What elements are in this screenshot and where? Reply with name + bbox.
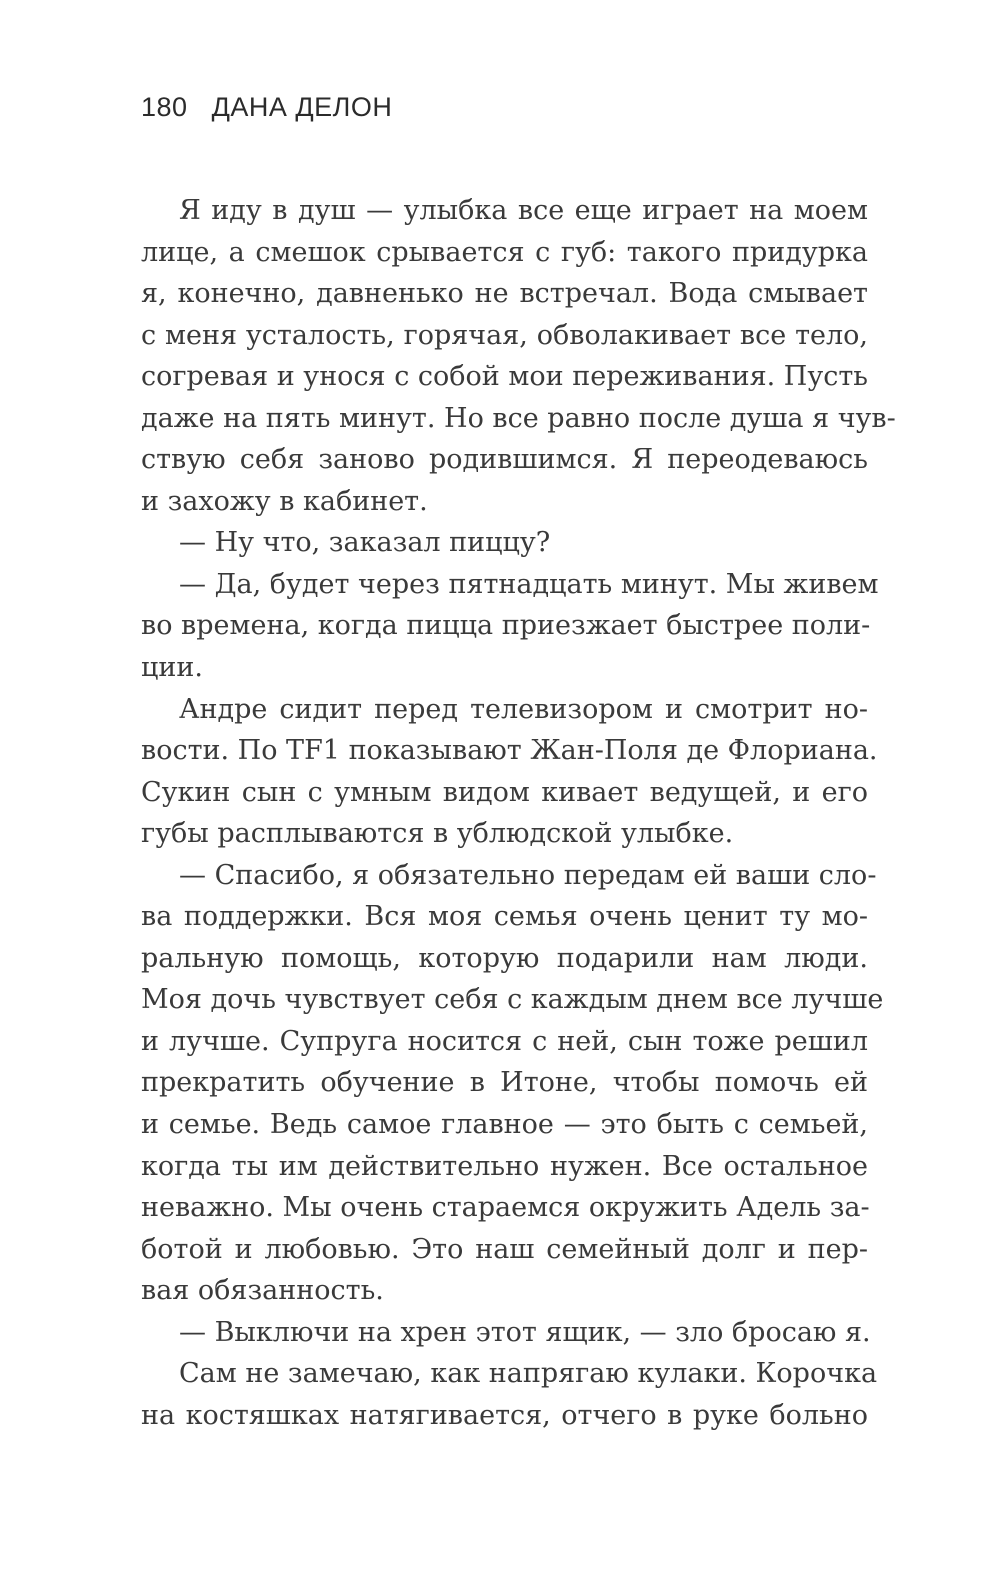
text-line: ботой и любовью. Это наш семейный долг и пер- (141, 1233, 868, 1265)
text-line: и семье. Ведь самое главное — это быть с семьей, (141, 1109, 868, 1141)
text-line: — Ну что, заказал пиццу? (179, 527, 551, 559)
page-number: 180 (141, 92, 188, 122)
text-line: и захожу в кабинет. (141, 485, 428, 517)
text-line: губы расплываются в ублюдской улыбке. (141, 818, 734, 850)
text-line: ральную помощь, которую подарили нам люди. (141, 942, 868, 974)
text-line: и лучше. Супруга носится с ней, сын тоже решил (141, 1025, 868, 1057)
text-line: когда ты им действительно нужен. Все остальное (141, 1150, 868, 1182)
text-line: — Спасибо, я обязательно передам ей ваши сло- (179, 859, 877, 891)
text-line: — Выключи на хрен этот ящик, — зло бросаю я. (179, 1316, 871, 1348)
text-line: на костяшках натягивается, отчего в руке больно (141, 1399, 868, 1431)
text-line: ва поддержки. Вся моя семья очень ценит ту мо- (141, 901, 868, 933)
text-line: ствую себя заново родившимся. Я переодеваюсь (141, 444, 868, 476)
text-line: лице, а смешок срывается с губ: такого придурка (141, 236, 868, 268)
running-head (141, 92, 392, 123)
text-line: даже на пять минут. Но все равно после душа я чув- (141, 402, 896, 434)
text-line: согревая и унося с собой мои переживания. Пусть (141, 361, 868, 393)
text-line: ции. (141, 652, 203, 684)
text-line: прекратить обучение в Итоне, чтобы помочь ей (141, 1067, 868, 1099)
body-text (141, 190, 896, 1436)
text-line: Моя дочь чувствует себя с каждым днем все лучше (141, 984, 884, 1016)
text-line: Андре сидит перед телевизором и смотрит но- (179, 693, 868, 725)
text-line: вая обязанность. (141, 1275, 384, 1307)
text-line: Сам не замечаю, как напрягаю кулаки. Корочка (179, 1358, 878, 1390)
author-name: ДАНА ДЕЛОН (211, 92, 393, 122)
text-line: Сукин сын с умным видом кивает ведущей, и его (141, 776, 868, 808)
text-line: — Да, будет через пятнадцать минут. Мы живем (179, 568, 879, 600)
text-line: во времена, когда пицца приезжает быстрее поли- (141, 610, 871, 642)
text-line: неважно. Мы очень стараемся окружить Адель за- (141, 1192, 870, 1224)
text-line: вости. По TF1 показывают Жан-Поля де Флориана. (141, 735, 878, 767)
text-line: с меня усталость, горячая, обволакивает все тело, (141, 319, 868, 351)
text-line: Я иду в душ — улыбка все еще играет на моем (179, 195, 868, 226)
text-line: я, конечно, давненько не встречал. Вода смывает (141, 278, 868, 310)
